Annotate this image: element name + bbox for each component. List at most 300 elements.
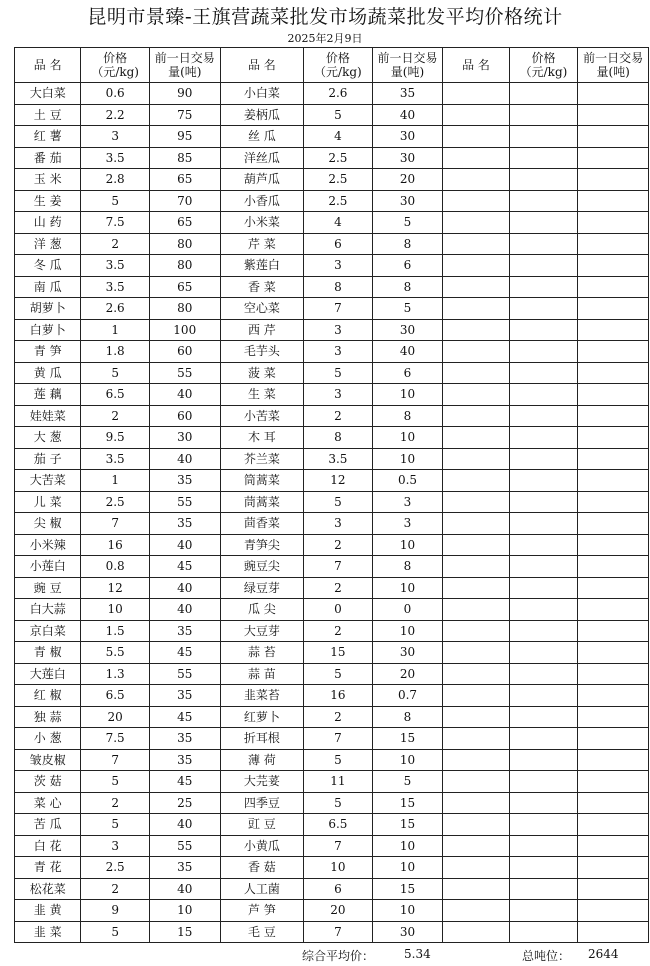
left-item-price: 3.5 xyxy=(81,448,150,470)
empty-cell xyxy=(578,233,649,255)
empty-cell xyxy=(578,556,649,578)
right-item-name: 薄 荷 xyxy=(220,749,304,771)
right-item-name: 芥兰菜 xyxy=(220,448,304,470)
left-item-price: 2 xyxy=(81,878,150,900)
right-item-name: 豌豆尖 xyxy=(220,556,304,578)
left-item-volume: 40 xyxy=(149,384,220,406)
table-row xyxy=(15,298,649,320)
left-item-name: 青 花 xyxy=(15,857,81,879)
header-volume: 前一日交易量(吨) xyxy=(578,48,649,83)
right-item-price: 2 xyxy=(304,405,373,427)
right-item-volume: 5 xyxy=(372,771,443,793)
left-item-volume: 55 xyxy=(149,362,220,384)
left-item-name: 胡萝卜 xyxy=(15,298,81,320)
left-item-volume: 35 xyxy=(149,685,220,707)
table-row xyxy=(15,706,649,728)
empty-cell xyxy=(509,384,578,406)
empty-cell xyxy=(578,792,649,814)
right-item-name: 人工菌 xyxy=(220,878,304,900)
left-item-name: 白 花 xyxy=(15,835,81,857)
empty-cell xyxy=(578,212,649,234)
empty-cell xyxy=(443,685,509,707)
table-row xyxy=(15,233,649,255)
left-item-price: 2.5 xyxy=(81,491,150,513)
left-item-volume: 55 xyxy=(149,663,220,685)
left-item-volume: 35 xyxy=(149,470,220,492)
left-item-price: 5 xyxy=(81,190,150,212)
empty-cell xyxy=(578,169,649,191)
left-item-volume: 60 xyxy=(149,341,220,363)
right-item-price: 2.5 xyxy=(304,190,373,212)
left-item-name: 番 茄 xyxy=(15,147,81,169)
left-item-volume: 30 xyxy=(149,427,220,449)
left-item-price: 7 xyxy=(81,513,150,535)
left-item-volume: 15 xyxy=(149,921,220,943)
empty-cell xyxy=(509,276,578,298)
left-item-price: 5 xyxy=(81,814,150,836)
header-name: 品 名 xyxy=(220,48,304,83)
table-row xyxy=(15,147,649,169)
right-item-name: 红萝卜 xyxy=(220,706,304,728)
left-item-price: 7.5 xyxy=(81,212,150,234)
left-item-price: 3 xyxy=(81,126,150,148)
empty-cell xyxy=(509,749,578,771)
empty-cell xyxy=(443,126,509,148)
right-item-name: 紫莲白 xyxy=(220,255,304,277)
empty-cell xyxy=(443,577,509,599)
right-item-name: 空心菜 xyxy=(220,298,304,320)
empty-cell xyxy=(443,857,509,879)
table-row xyxy=(15,513,649,535)
right-item-volume: 30 xyxy=(372,319,443,341)
table-row xyxy=(15,169,649,191)
left-item-volume: 80 xyxy=(149,233,220,255)
price-table xyxy=(14,47,649,943)
left-item-volume: 45 xyxy=(149,771,220,793)
right-item-volume: 0.5 xyxy=(372,470,443,492)
right-item-name: 菠 菜 xyxy=(220,362,304,384)
empty-cell xyxy=(509,534,578,556)
empty-cell xyxy=(443,921,509,943)
right-item-volume: 6 xyxy=(372,255,443,277)
left-item-price: 12 xyxy=(81,577,150,599)
empty-cell xyxy=(509,814,578,836)
empty-cell xyxy=(443,233,509,255)
left-item-volume: 40 xyxy=(149,599,220,621)
header-volume: 前一日交易量(吨) xyxy=(149,48,220,83)
empty-cell xyxy=(443,599,509,621)
empty-cell xyxy=(578,749,649,771)
empty-cell xyxy=(509,792,578,814)
left-item-price: 1.8 xyxy=(81,341,150,363)
empty-cell xyxy=(578,814,649,836)
right-item-price: 2.6 xyxy=(304,83,373,105)
table-row xyxy=(15,878,649,900)
empty-cell xyxy=(509,706,578,728)
empty-cell xyxy=(578,513,649,535)
empty-cell xyxy=(509,878,578,900)
left-item-price: 2.6 xyxy=(81,298,150,320)
right-item-price: 6.5 xyxy=(304,814,373,836)
empty-cell xyxy=(578,878,649,900)
right-item-name: 茴香菜 xyxy=(220,513,304,535)
table-row xyxy=(15,255,649,277)
table-row xyxy=(15,341,649,363)
table-row xyxy=(15,857,649,879)
empty-cell xyxy=(443,556,509,578)
empty-cell xyxy=(443,835,509,857)
right-item-volume: 10 xyxy=(372,534,443,556)
left-item-name: 大白菜 xyxy=(15,83,81,105)
empty-cell xyxy=(509,728,578,750)
table-row xyxy=(15,642,649,664)
table-row xyxy=(15,448,649,470)
left-item-volume: 40 xyxy=(149,448,220,470)
right-item-price: 20 xyxy=(304,900,373,922)
right-item-name: 小白菜 xyxy=(220,83,304,105)
empty-cell xyxy=(509,212,578,234)
empty-cell xyxy=(509,298,578,320)
empty-cell xyxy=(509,341,578,363)
left-item-name: 独 蒜 xyxy=(15,706,81,728)
right-item-volume: 30 xyxy=(372,190,443,212)
empty-cell xyxy=(578,147,649,169)
table-row xyxy=(15,276,649,298)
left-item-volume: 80 xyxy=(149,255,220,277)
empty-cell xyxy=(443,341,509,363)
table-row xyxy=(15,792,649,814)
empty-cell xyxy=(578,620,649,642)
left-item-price: 2.8 xyxy=(81,169,150,191)
empty-cell xyxy=(578,319,649,341)
right-item-volume: 8 xyxy=(372,706,443,728)
left-item-volume: 75 xyxy=(149,104,220,126)
right-item-price: 2.5 xyxy=(304,147,373,169)
table-row xyxy=(15,83,649,105)
right-item-name: 大豆芽 xyxy=(220,620,304,642)
left-item-volume: 70 xyxy=(149,190,220,212)
table-row xyxy=(15,921,649,943)
left-item-name: 皱皮椒 xyxy=(15,749,81,771)
left-item-volume: 10 xyxy=(149,900,220,922)
left-item-price: 5 xyxy=(81,921,150,943)
empty-cell xyxy=(509,255,578,277)
empty-cell xyxy=(509,620,578,642)
right-item-price: 8 xyxy=(304,276,373,298)
left-item-volume: 60 xyxy=(149,405,220,427)
empty-cell xyxy=(578,341,649,363)
right-item-name: 筒蒿菜 xyxy=(220,470,304,492)
left-item-volume: 25 xyxy=(149,792,220,814)
empty-cell xyxy=(443,427,509,449)
left-item-price: 6.5 xyxy=(81,685,150,707)
left-item-name: 娃娃菜 xyxy=(15,405,81,427)
empty-cell xyxy=(443,620,509,642)
table-row xyxy=(15,835,649,857)
right-item-price: 5 xyxy=(304,663,373,685)
right-item-volume: 20 xyxy=(372,663,443,685)
total-tonnage-value: 2644 xyxy=(588,947,619,961)
empty-cell xyxy=(443,147,509,169)
table-row xyxy=(15,384,649,406)
left-item-name: 南 瓜 xyxy=(15,276,81,298)
empty-cell xyxy=(509,362,578,384)
empty-cell xyxy=(578,577,649,599)
left-item-name: 大 葱 xyxy=(15,427,81,449)
right-item-price: 2 xyxy=(304,620,373,642)
left-item-volume: 35 xyxy=(149,857,220,879)
empty-cell xyxy=(509,663,578,685)
empty-cell xyxy=(578,298,649,320)
table-row xyxy=(15,534,649,556)
left-item-name: 白萝卜 xyxy=(15,319,81,341)
left-item-volume: 55 xyxy=(149,835,220,857)
empty-cell xyxy=(443,83,509,105)
left-item-name: 儿 菜 xyxy=(15,491,81,513)
right-item-name: 姜柄瓜 xyxy=(220,104,304,126)
left-item-price: 3 xyxy=(81,835,150,857)
left-item-name: 茨 菇 xyxy=(15,771,81,793)
empty-cell xyxy=(509,900,578,922)
right-item-volume: 8 xyxy=(372,276,443,298)
left-item-name: 白大蒜 xyxy=(15,599,81,621)
empty-cell xyxy=(578,384,649,406)
empty-cell xyxy=(578,900,649,922)
table-row xyxy=(15,685,649,707)
left-item-price: 9 xyxy=(81,900,150,922)
right-item-volume: 15 xyxy=(372,878,443,900)
empty-cell xyxy=(578,491,649,513)
right-item-volume: 5 xyxy=(372,298,443,320)
right-item-price: 7 xyxy=(304,728,373,750)
right-item-volume: 30 xyxy=(372,921,443,943)
right-item-name: 西 芹 xyxy=(220,319,304,341)
right-item-price: 7 xyxy=(304,298,373,320)
empty-cell xyxy=(443,255,509,277)
empty-cell xyxy=(578,599,649,621)
left-item-name: 菜 心 xyxy=(15,792,81,814)
average-price-value: 5.34 xyxy=(404,947,431,961)
left-item-name: 小莲白 xyxy=(15,556,81,578)
right-item-volume: 15 xyxy=(372,792,443,814)
right-item-name: 香 菇 xyxy=(220,857,304,879)
right-item-volume: 20 xyxy=(372,169,443,191)
right-item-volume: 10 xyxy=(372,749,443,771)
right-item-name: 小米菜 xyxy=(220,212,304,234)
left-item-name: 土 豆 xyxy=(15,104,81,126)
left-item-name: 红 薯 xyxy=(15,126,81,148)
empty-cell xyxy=(443,491,509,513)
left-item-volume: 35 xyxy=(149,749,220,771)
empty-cell xyxy=(509,147,578,169)
left-item-price: 1.5 xyxy=(81,620,150,642)
right-item-price: 8 xyxy=(304,427,373,449)
report-title: 昆明市景臻-王旗营蔬菜批发市场蔬菜批发平均价格统计 xyxy=(87,6,563,28)
left-item-name: 大莲白 xyxy=(15,663,81,685)
left-item-volume: 65 xyxy=(149,169,220,191)
left-item-price: 20 xyxy=(81,706,150,728)
empty-cell xyxy=(443,706,509,728)
right-item-name: 小香瓜 xyxy=(220,190,304,212)
right-item-price: 5 xyxy=(304,792,373,814)
empty-cell xyxy=(443,792,509,814)
table-row xyxy=(15,900,649,922)
left-item-name: 玉 米 xyxy=(15,169,81,191)
empty-cell xyxy=(578,255,649,277)
right-item-name: 茼蒿菜 xyxy=(220,491,304,513)
left-item-price: 3.5 xyxy=(81,255,150,277)
right-item-price: 3 xyxy=(304,255,373,277)
empty-cell xyxy=(578,835,649,857)
empty-cell xyxy=(443,405,509,427)
empty-cell xyxy=(443,534,509,556)
empty-cell xyxy=(578,276,649,298)
table-row xyxy=(15,491,649,513)
empty-cell xyxy=(578,685,649,707)
right-item-volume: 10 xyxy=(372,577,443,599)
right-item-volume: 10 xyxy=(372,384,443,406)
right-item-name: 蒜 苔 xyxy=(220,642,304,664)
right-item-price: 4 xyxy=(304,126,373,148)
left-item-name: 青 笋 xyxy=(15,341,81,363)
empty-cell xyxy=(578,706,649,728)
right-item-name: 瓜 尖 xyxy=(220,599,304,621)
right-item-price: 0 xyxy=(304,599,373,621)
empty-cell xyxy=(509,642,578,664)
left-item-price: 5 xyxy=(81,771,150,793)
left-item-name: 洋 葱 xyxy=(15,233,81,255)
left-item-name: 豌 豆 xyxy=(15,577,81,599)
right-item-price: 5 xyxy=(304,362,373,384)
average-price-label: 综合平均价： xyxy=(302,949,375,963)
left-item-volume: 100 xyxy=(149,319,220,341)
right-item-volume: 10 xyxy=(372,900,443,922)
empty-cell xyxy=(578,470,649,492)
table-row xyxy=(15,427,649,449)
right-item-volume: 30 xyxy=(372,147,443,169)
right-item-price: 16 xyxy=(304,685,373,707)
right-item-price: 6 xyxy=(304,233,373,255)
empty-cell xyxy=(509,771,578,793)
left-item-price: 9.5 xyxy=(81,427,150,449)
empty-cell xyxy=(578,190,649,212)
table-row xyxy=(15,470,649,492)
empty-cell xyxy=(578,534,649,556)
report-date: 2025年2月9日 xyxy=(287,32,363,45)
left-item-name: 小米辣 xyxy=(15,534,81,556)
left-item-price: 1 xyxy=(81,319,150,341)
empty-cell xyxy=(578,642,649,664)
right-item-price: 3 xyxy=(304,384,373,406)
right-item-price: 7 xyxy=(304,556,373,578)
table-row xyxy=(15,362,649,384)
left-item-price: 2.2 xyxy=(81,104,150,126)
right-item-name: 韭菜苔 xyxy=(220,685,304,707)
right-item-volume: 6 xyxy=(372,362,443,384)
left-item-volume: 65 xyxy=(149,276,220,298)
empty-cell xyxy=(443,362,509,384)
right-item-volume: 40 xyxy=(372,104,443,126)
table-row xyxy=(15,620,649,642)
empty-cell xyxy=(443,212,509,234)
empty-cell xyxy=(509,857,578,879)
empty-cell xyxy=(509,169,578,191)
header-price: 价格（元/kg) xyxy=(509,48,578,83)
right-item-name: 小黄瓜 xyxy=(220,835,304,857)
table-row xyxy=(15,663,649,685)
right-item-price: 7 xyxy=(304,921,373,943)
empty-cell xyxy=(443,190,509,212)
right-item-volume: 3 xyxy=(372,491,443,513)
right-item-price: 5 xyxy=(304,104,373,126)
right-item-name: 丝 瓜 xyxy=(220,126,304,148)
left-item-name: 生 姜 xyxy=(15,190,81,212)
empty-cell xyxy=(443,771,509,793)
right-item-price: 4 xyxy=(304,212,373,234)
empty-cell xyxy=(509,513,578,535)
left-item-price: 3.5 xyxy=(81,147,150,169)
left-item-name: 松花菜 xyxy=(15,878,81,900)
header-price: 价格（元/kg) xyxy=(81,48,150,83)
right-item-volume: 10 xyxy=(372,857,443,879)
right-item-price: 6 xyxy=(304,878,373,900)
right-item-name: 芦 笋 xyxy=(220,900,304,922)
empty-cell xyxy=(578,921,649,943)
left-item-name: 韭 黄 xyxy=(15,900,81,922)
empty-cell xyxy=(578,771,649,793)
right-item-volume: 10 xyxy=(372,835,443,857)
empty-cell xyxy=(578,104,649,126)
right-item-name: 青笋尖 xyxy=(220,534,304,556)
empty-cell xyxy=(578,126,649,148)
empty-cell xyxy=(443,642,509,664)
empty-cell xyxy=(509,427,578,449)
right-item-price: 11 xyxy=(304,771,373,793)
right-item-volume: 15 xyxy=(372,728,443,750)
right-item-price: 3.5 xyxy=(304,448,373,470)
right-item-name: 蒜 苗 xyxy=(220,663,304,685)
right-item-name: 四季豆 xyxy=(220,792,304,814)
left-item-price: 0.8 xyxy=(81,556,150,578)
left-item-name: 冬 瓜 xyxy=(15,255,81,277)
right-item-price: 5 xyxy=(304,749,373,771)
empty-cell xyxy=(578,663,649,685)
right-item-name: 小苦菜 xyxy=(220,405,304,427)
left-item-volume: 80 xyxy=(149,298,220,320)
left-item-volume: 65 xyxy=(149,212,220,234)
right-item-volume: 3 xyxy=(372,513,443,535)
empty-cell xyxy=(509,233,578,255)
right-item-volume: 10 xyxy=(372,427,443,449)
left-item-price: 6.5 xyxy=(81,384,150,406)
empty-cell xyxy=(509,491,578,513)
left-item-price: 10 xyxy=(81,599,150,621)
empty-cell xyxy=(443,728,509,750)
empty-cell xyxy=(443,298,509,320)
table-row xyxy=(15,599,649,621)
right-item-name: 毛 豆 xyxy=(220,921,304,943)
empty-cell xyxy=(509,319,578,341)
empty-cell xyxy=(443,663,509,685)
left-item-price: 7.5 xyxy=(81,728,150,750)
left-item-volume: 85 xyxy=(149,147,220,169)
empty-cell xyxy=(509,190,578,212)
right-item-price: 3 xyxy=(304,319,373,341)
empty-cell xyxy=(443,448,509,470)
left-item-price: 2 xyxy=(81,405,150,427)
left-item-name: 茄 子 xyxy=(15,448,81,470)
table-row xyxy=(15,319,649,341)
